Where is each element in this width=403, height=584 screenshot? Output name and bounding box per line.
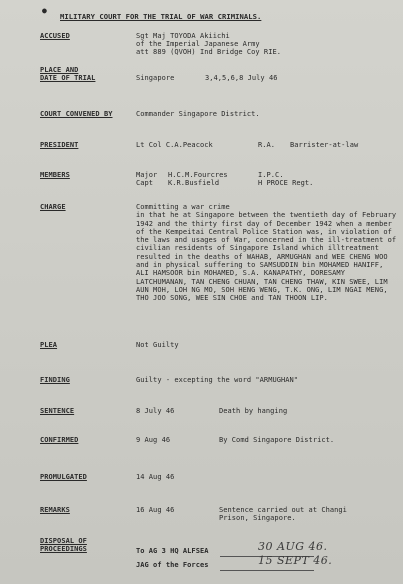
place-date-label: PLACE AND DATE OF TRIAL bbox=[40, 66, 96, 83]
confirmed-date: 9 Aug 46 bbox=[136, 436, 171, 444]
remarks-date: 16 Aug 46 bbox=[136, 506, 175, 514]
sentence-value: Death by hanging bbox=[219, 407, 288, 415]
disposal-to: To AG 3 HQ ALFSEA bbox=[136, 547, 209, 555]
accused-value: Sgt Maj TOYODA Akiichi of the Imperial Japanese Army att 889 (QVOH) Ind Bridge Coy RIE. bbox=[136, 32, 281, 57]
document-title: MILITARY COURT FOR THE TRIAL OF WAR CRIMINALS. bbox=[60, 12, 262, 21]
members-label: MEMBERS bbox=[40, 171, 70, 179]
president-name: Lt Col C.A.Peacock bbox=[136, 141, 213, 149]
disposal-label: DISPOSAL OF PROCEEDINGS bbox=[40, 537, 87, 554]
president-role: Barrister-at-law bbox=[290, 141, 359, 149]
members-units: I.P.C. H PROCE Regt. bbox=[258, 171, 314, 188]
confirmed-label: CONFIRMED bbox=[40, 436, 79, 444]
remarks-value: Sentence carried out at Changi Prison, Singapore. bbox=[219, 506, 347, 523]
disposal-jag-date: 15 SEPT 46. bbox=[258, 554, 333, 567]
president-unit: R.A. bbox=[258, 141, 276, 149]
remarks-label: REMARKS bbox=[40, 506, 70, 514]
trial-dates: 3,4,5,6,8 July 46 bbox=[205, 74, 278, 82]
punch-hole-mark: ● bbox=[42, 6, 47, 15]
finding-value: Guilty - excepting the word "ARMUGHAN" bbox=[136, 376, 299, 384]
charge-text: Committing a war crime in that he at Singapore between the twentieth day of February 1942 and the thirty first day of December 1942 when a member of the Kempeitai Central Police Station was, in violation of the laws and usages of War, concerned in the ill-treatment of civilian residents of Singapore Island which illtreatment resulted in the deaths of WAHAB, ARMUGHAN and WEE CHENG WOO and in physical suffering to SAMSUDDIN bin MOHAMED HANIFF, ALI HAMSOOR bin MOHAMED, S.A. KANAPATHY, DORESAMY LATCHUMANAN, TAN CHENG CHUAN, TAN CHENG THAW, KIN SWEE, LIM AUN MOH, LOH NG MO, SOH HENG WENG, T.K. ONG, LIM NGAI MENG, THO JOO SONG, WEE SIN CHOE and TAN THOON LIP. bbox=[136, 203, 397, 303]
convened-value: Commander Singapore District. bbox=[136, 110, 260, 118]
members-ranks: Major Capt bbox=[136, 171, 158, 188]
convened-label: COURT CONVENED BY bbox=[40, 110, 113, 118]
president-label: PRESIDENT bbox=[40, 141, 79, 149]
charge-label: CHARGE bbox=[40, 203, 66, 211]
accused-label: ACCUSED bbox=[40, 32, 70, 40]
disposal-jag-signature-line bbox=[220, 570, 314, 571]
disposal-to-date: 30 AUG 46. bbox=[258, 540, 328, 553]
promulgated-label: PROMULGATED bbox=[40, 473, 87, 481]
plea-value: Not Guilty bbox=[136, 341, 179, 349]
plea-label: PLEA bbox=[40, 341, 58, 349]
trial-place: Singapore bbox=[136, 74, 175, 82]
finding-label: FINDING bbox=[40, 376, 70, 384]
promulgated-date: 14 Aug 46 bbox=[136, 473, 175, 481]
disposal-jag: JAG of the Forces bbox=[136, 561, 209, 569]
confirmed-value: By Comd Singapore District. bbox=[219, 436, 335, 444]
sentence-date: 8 July 46 bbox=[136, 407, 175, 415]
sentence-label: SENTENCE bbox=[40, 407, 75, 415]
members-names: H.C.M.Fourcres K.R.Busfield bbox=[168, 171, 228, 188]
